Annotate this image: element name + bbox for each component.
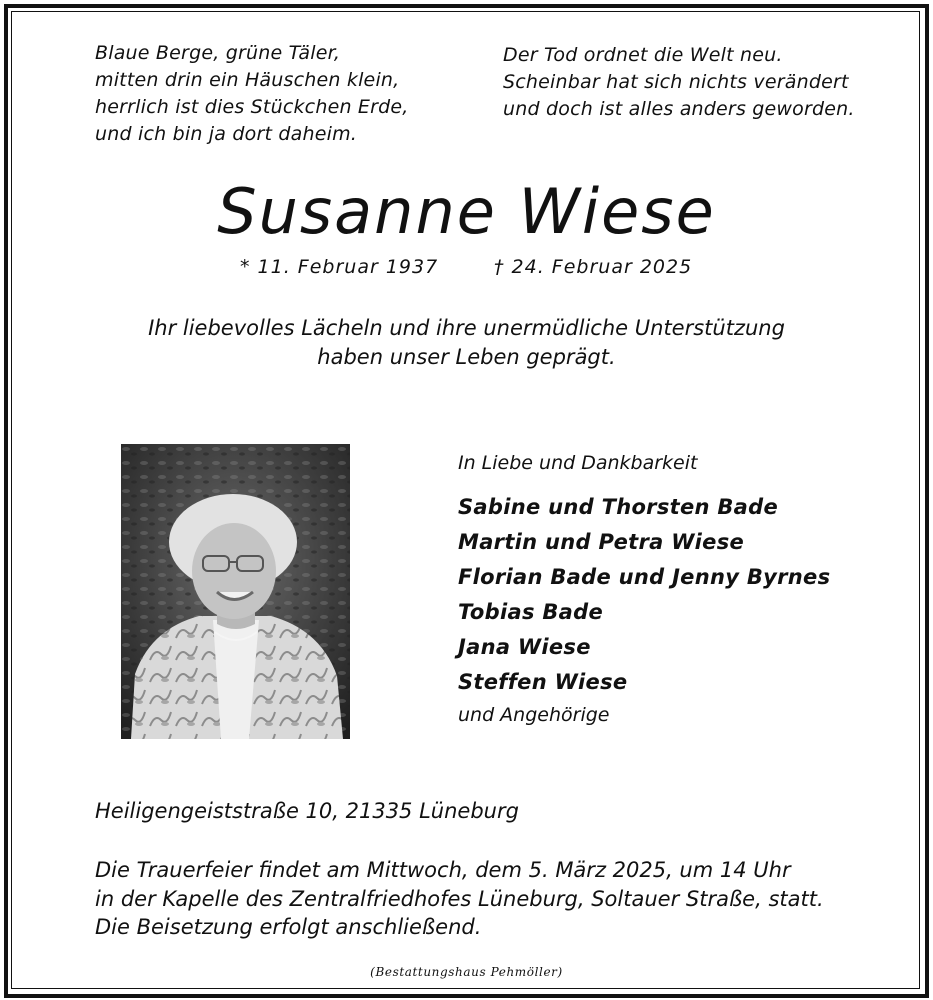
portrait-photo xyxy=(121,444,350,739)
quote-line: haben unser Leben geprägt. xyxy=(317,345,616,369)
mourners-relatives: und Angehörige xyxy=(458,704,610,726)
mourner-name: Jana Wiese xyxy=(458,635,591,659)
portrait-photo-illustration xyxy=(121,444,350,739)
poem-right-line: Scheinbar hat sich nichts verändert xyxy=(503,71,849,93)
ceremony-line: in der Kapelle des Zentralfriedhofes Lüneburg, Soltauer Straße, statt. xyxy=(95,886,824,911)
birth-date: * 11. Februar 1937 xyxy=(240,256,439,278)
mourner-name: Florian Bade und Jenny Byrnes xyxy=(458,565,831,589)
ceremony-info xyxy=(95,856,824,942)
ceremony-line: Die Trauerfeier findet am Mittwoch, dem 5. März 2025, um 14 Uhr xyxy=(95,858,791,882)
deceased-name: Susanne Wiese xyxy=(217,175,716,248)
poem-left xyxy=(95,40,409,148)
mourners-intro: In Liebe und Dankbarkeit xyxy=(458,452,698,474)
address: Heiligengeiststraße 10, 21335 Lüneburg xyxy=(95,799,519,823)
mourner-name: Sabine und Thorsten Bade xyxy=(458,495,779,519)
death-date: † 24. Februar 2025 xyxy=(494,256,693,278)
mourner-name: Martin und Petra Wiese xyxy=(458,530,745,554)
ceremony-line: Die Beisetzung erfolgt anschließend. xyxy=(95,915,482,939)
poem-right-line: und doch ist alles anders geworden. xyxy=(503,98,855,120)
mourners-block xyxy=(458,448,830,730)
poem-left-line: Blaue Berge, grüne Täler, xyxy=(95,42,341,64)
funeral-home: (Bestattungshaus Pehmöller) xyxy=(370,965,563,979)
quote-line: Ihr liebevolles Lächeln und ihre unermüdliche Unterstützung xyxy=(148,316,785,340)
poem-left-line: und ich bin ja dort daheim. xyxy=(95,123,358,145)
memorial-quote xyxy=(0,314,933,372)
poem-left-line: mitten drin ein Häuschen klein, xyxy=(95,69,400,91)
mourner-name: Tobias Bade xyxy=(458,600,604,624)
mourner-name: Steffen Wiese xyxy=(458,670,628,694)
poem-left-line: herrlich ist dies Stückchen Erde, xyxy=(95,96,409,118)
poem-right-line: Der Tod ordnet die Welt neu. xyxy=(503,44,783,66)
poem-right xyxy=(503,42,855,123)
mourners-list xyxy=(458,490,830,700)
